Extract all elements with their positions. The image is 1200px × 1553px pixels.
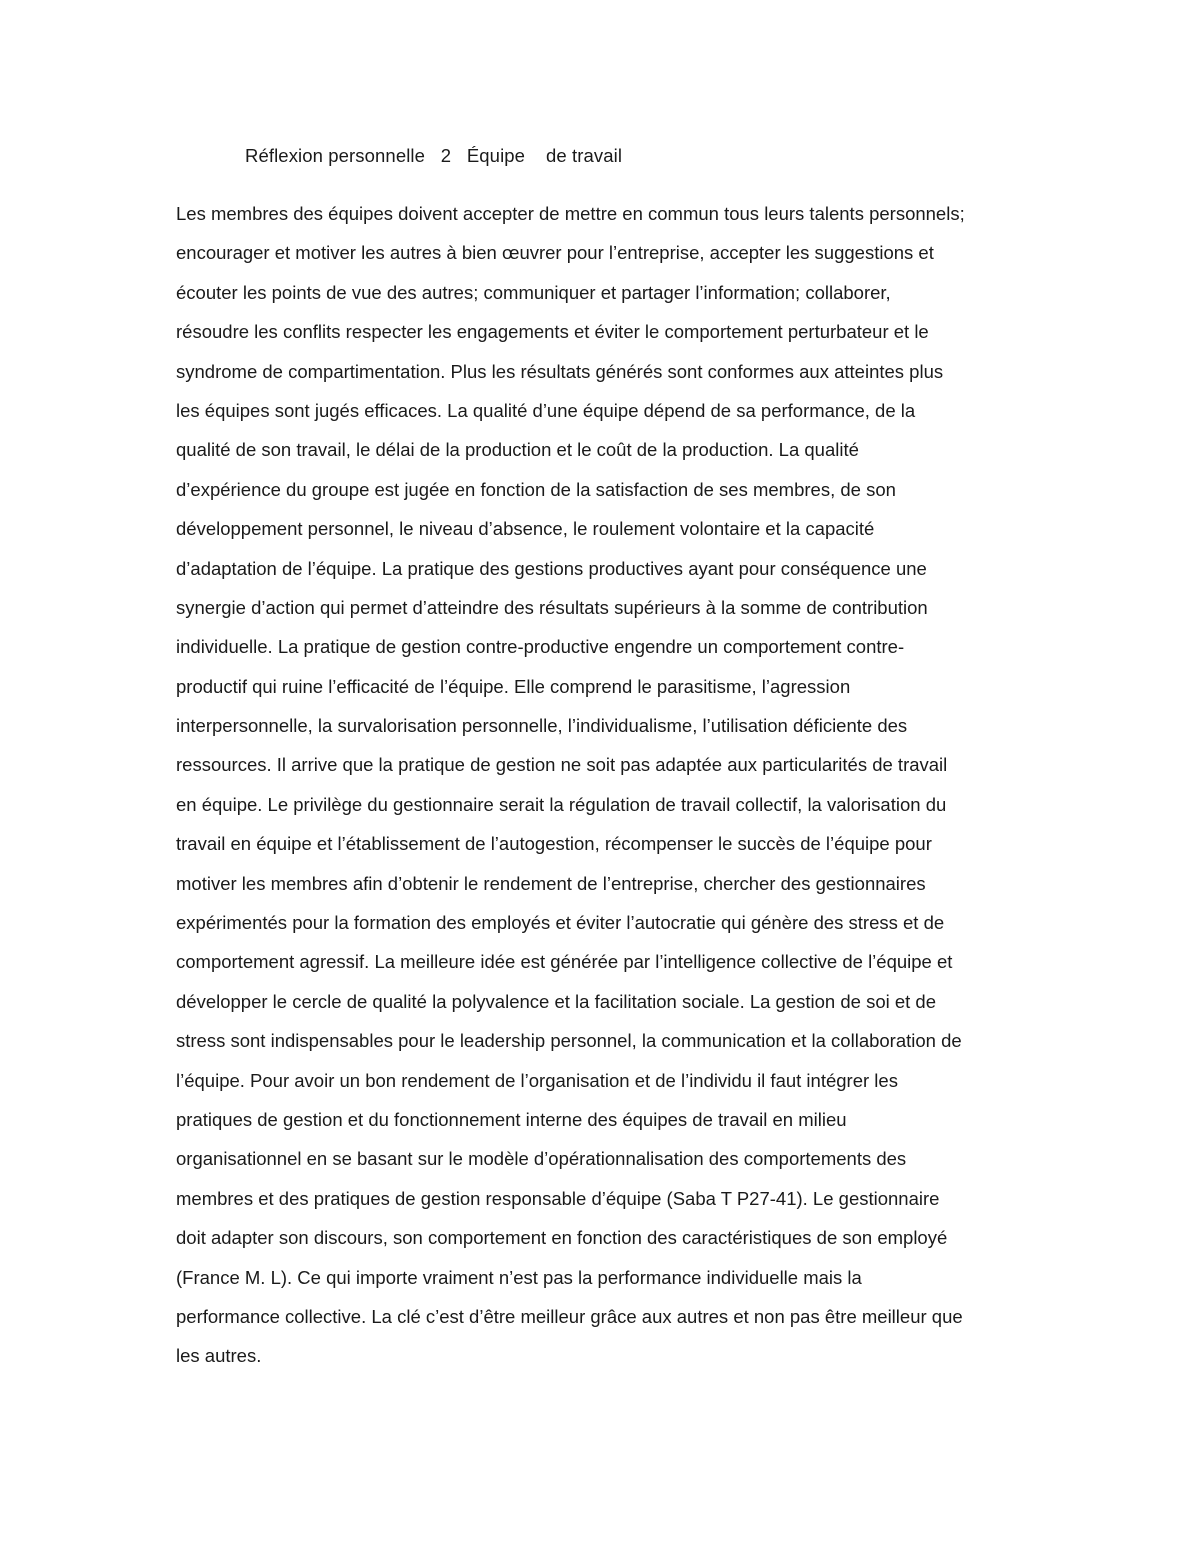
body-line: membres et des pratiques de gestion responsable d’équipe (Saba T P27-41). Le gestionnaire bbox=[176, 1187, 940, 1209]
body-line: ressources. Il arrive que la pratique de gestion ne soit pas adaptée aux particularités de travail bbox=[176, 754, 948, 776]
body-line: travail en équipe et l’établissement de l’autogestion, récompenser le succès de l’équipe pour bbox=[176, 833, 932, 855]
body-line: performance collective. La clé c’est d’être meilleur grâce aux autres et non pas être meilleur que bbox=[176, 1305, 963, 1327]
body-line: syndrome de compartimentation. Plus les résultats générés sont conformes aux atteintes plus bbox=[176, 360, 944, 382]
body-line: Les membres des équipes doivent accepter de mettre en commun tous leurs talents personnels; bbox=[176, 203, 965, 224]
body-line: développer le cercle de qualité la polyvalence et la facilitation sociale. La gestion de soi et de bbox=[176, 990, 937, 1012]
body-line: les autres. bbox=[176, 1345, 262, 1367]
body-line: organisationnel en se basant sur le modèle d’opérationnalisation des comportements des bbox=[176, 1148, 907, 1170]
body-line: résoudre les conflits respecter les engagements et éviter le comportement perturbateur et le bbox=[176, 321, 929, 343]
body-line: expérimentés pour la formation des employés et éviter l’autocratie qui génère des stress et de bbox=[176, 912, 945, 934]
document-title: Réflexion personnelle 2 Équipe de travail bbox=[245, 145, 623, 166]
body-line: individuelle. La pratique de gestion contre-productive engendre un comportement contre- bbox=[176, 636, 905, 658]
body-line: interpersonnelle, la survalorisation personnelle, l’individualisme, l’utilisation déficiente des bbox=[176, 715, 908, 737]
body-line: les équipes sont jugés efficaces. La qualité d’une équipe dépend de sa performance, de la bbox=[176, 399, 916, 421]
body-line: d’expérience du groupe est jugée en fonction de la satisfaction de ses membres, de son bbox=[176, 478, 896, 500]
body-line: d’adaptation de l’équipe. La pratique des gestions productives ayant pour conséquence une bbox=[176, 557, 927, 579]
body-line: stress sont indispensables pour le leadership personnel, la communication et la collaboration de bbox=[176, 1030, 962, 1052]
body-line: pratiques de gestion et du fonctionnement interne des équipes de travail en milieu bbox=[176, 1108, 847, 1130]
body-line: en équipe. Le privilège du gestionnaire serait la régulation de travail collectif, la valorisation du bbox=[176, 793, 947, 815]
body-line: (France M. L). Ce qui importe vraiment n’est pas la performance individuelle mais la bbox=[176, 1266, 862, 1288]
body-line: l’équipe. Pour avoir un bon rendement de l’organisation et de l’individu il faut intégrer les bbox=[176, 1069, 898, 1091]
body-line: encourager et motiver les autres à bien œuvrer pour l’entreprise, accepter les suggestions et bbox=[176, 242, 934, 264]
body-line: écouter les points de vue des autres; communiquer et partager l’information; collaborer, bbox=[176, 281, 891, 303]
body-line: motiver les membres afin d’obtenir le rendement de l’entreprise, chercher des gestionnaires bbox=[176, 872, 926, 894]
body-line: doit adapter son discours, son comportement en fonction des caractéristiques de son employé bbox=[176, 1227, 948, 1249]
body-line: comportement agressif. La meilleure idée est générée par l’intelligence collective de l’équipe et bbox=[176, 951, 953, 973]
body-line: productif qui ruine l’efficacité de l’équipe. Elle comprend le parasitisme, l’agression bbox=[176, 675, 851, 697]
document-body bbox=[176, 194, 1056, 1376]
body-line: développement personnel, le niveau d’absence, le roulement volontaire et la capacité bbox=[176, 518, 875, 540]
body-line: synergie d’action qui permet d’atteindre des résultats supérieurs à la somme de contribution bbox=[176, 596, 928, 618]
body-line: qualité de son travail, le délai de la production et le coût de la production. La qualité bbox=[176, 439, 859, 461]
